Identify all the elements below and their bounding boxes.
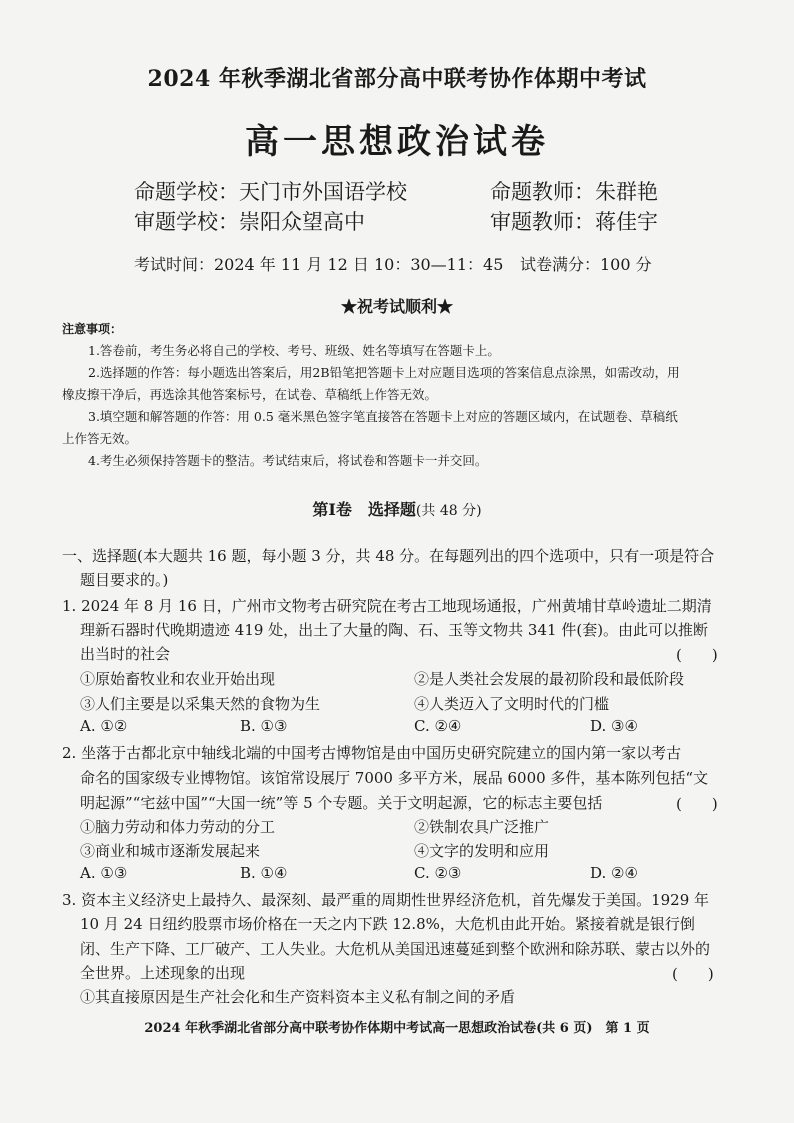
part-instruction-line: 一、选择题(本大题共 16 题，每小题 3 分，共 48 分。在每题列出的四个选项中，只有一项是符合 — [62, 547, 715, 565]
q2-option-d: D. ②④ — [590, 864, 638, 882]
note-item: 橡皮擦干净后，再选涂其他答案标号，在试卷、草稿纸上作答无效。 — [62, 387, 438, 402]
q2-option-b: B. ①④ — [240, 864, 288, 882]
reviewer-teacher: 审题教师：蒋佳宇 — [490, 210, 658, 234]
q2-statement-3: ③商业和城市逐渐发展起来 — [80, 842, 261, 860]
section-title: 第Ⅰ卷 选择题 — [312, 500, 416, 519]
q1-stem-line: 理新石器时代晚期遗迹 419 处，出土了大量的陶、石、玉等文物共 341 件(套)。由此可以推断 — [80, 621, 709, 639]
note-item: 上作答无效。 — [62, 431, 138, 446]
q3-answer-blank: ( ) — [672, 965, 714, 983]
q1-option-a: A. ①② — [80, 717, 128, 735]
q2-answer-blank: ( ) — [676, 795, 718, 813]
q3-stem-line: 全世界。上述现象的出现 — [80, 964, 246, 982]
part-instruction-line: 题目要求的。) — [80, 571, 169, 589]
paper-title: 高一思想政治试卷 — [245, 122, 549, 162]
q2-statement-4: ④文字的发明和应用 — [414, 842, 550, 860]
full-score: 试卷满分：100 分 — [520, 255, 652, 274]
q1-option-c: C. ②④ — [414, 717, 462, 735]
q3-stem-line: 10 月 24 日纽约股票市场价格在一天之内下跌 12.8%，大危机由此开始。紧接着就是银行倒 — [80, 915, 695, 933]
q3-stem-line: 3. 资本主义经济史上最持久、最深刻、最严重的周期性世界经济危机，首先爆发于美国。1929 年 — [62, 891, 710, 909]
q1-option-b: B. ①③ — [240, 717, 288, 735]
setter-teacher: 命题教师：朱群艳 — [490, 180, 658, 204]
q1-stem-line: 1. 2024 年 8 月 16 日，广州市文物考古研究院在考古工地现场通报，广州黄埔甘草岭遗址二期清 — [62, 597, 712, 615]
q2-stem-line: 2. 坐落于古都北京中轴线北端的中国考古博物馆是由中国历史研究院建立的国内第一家以考古 — [62, 744, 682, 762]
q1-statement-3: ③人们主要是以采集天然的食物为生 — [80, 695, 321, 713]
q2-statement-2: ②铁制农具广泛推广 — [414, 818, 550, 836]
q1-statement-2: ②是人类社会发展的最初阶段和最低阶段 — [414, 670, 685, 688]
q2-stem-line: 命名的国家级专业博物馆。该馆常设展厅 7000 多平方米，展品 6000 多件，基本陈列包括“文 — [80, 769, 709, 787]
exam-title: 2024 年秋季湖北省部分高中联考协作体期中考试 — [147, 66, 647, 92]
page-footer: 2024 年秋季湖北省部分高中联考协作体期中考试高一思想政治试卷(共 6 页) 第 1 页 — [144, 1021, 650, 1036]
note-item: 3.填空题和解答题的作答：用 0.5 毫米黑色签字笔直接答在答题卡上对应的答题区域内，在试题卷、草稿纸 — [88, 409, 678, 424]
note-item: 2.选择题的作答：每小题选出答案后，用2B铅笔把答题卡上对应题目选项的答案信息点涂黑，如需改动，用 — [88, 365, 680, 380]
section-heading — [0, 497, 794, 520]
q2-option-c: C. ②③ — [414, 864, 462, 882]
note-item: 4.考生必须保持答题卡的整洁。考试结束后，将试卷和答题卡一并交回。 — [88, 453, 488, 468]
reviewer-school: 审题学校：崇阳众望高中 — [134, 210, 365, 234]
q2-option-a: A. ①③ — [80, 864, 128, 882]
q3-stem-line: 闭、生产下降、工厂破产、工人失业。大危机从美国迅速蔓延到整个欧洲和除苏联、蒙古以外的 — [80, 940, 711, 958]
section-score: (共 48 分) — [415, 503, 482, 519]
note-item: 1.答卷前，考生务必将自己的学校、考号、班级、姓名等填写在答题卡上。 — [88, 343, 500, 358]
setter-school: 命题学校：天门市外国语学校 — [134, 180, 407, 204]
q2-stem-line: 明起源”“宅兹中国”“大国一统”等 5 个专题。关于文明起源，它的标志主要包括 — [80, 794, 603, 812]
q1-answer-blank: ( ) — [676, 646, 718, 664]
q1-statement-4: ④人类迈入了文明时代的门槛 — [414, 695, 610, 713]
notes-title: 注意事项： — [62, 322, 123, 336]
q1-option-d: D. ③④ — [590, 717, 638, 735]
good-luck-wish: ★祝考试顺利★ — [340, 297, 453, 316]
q1-statement-1: ①原始畜牧业和农业开始出现 — [80, 670, 276, 688]
q2-statement-1: ①脑力劳动和体力劳动的分工 — [80, 818, 276, 836]
q3-statement-1: ①其直接原因是生产社会化和生产资料资本主义私有制之间的矛盾 — [80, 988, 516, 1006]
q1-stem-line: 出当时的社会 — [80, 645, 171, 663]
exam-time: 考试时间：2024 年 11 月 12 日 10：30—11：45 — [134, 255, 504, 274]
